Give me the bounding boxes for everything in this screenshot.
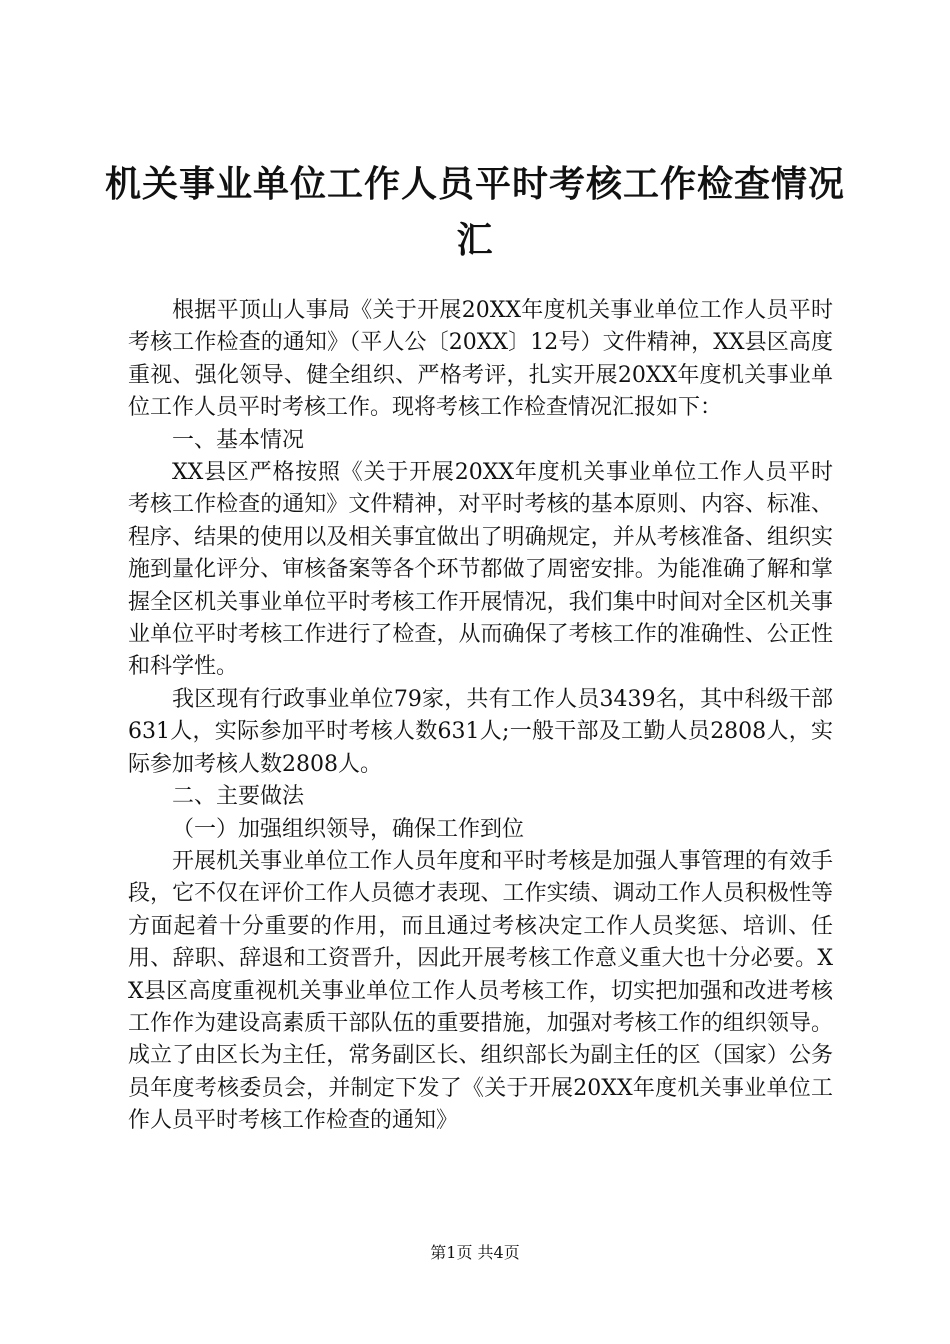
- subsection-heading-leadership: （一）加强组织领导，确保工作到位: [172, 816, 525, 842]
- statistics-paragraph: 我区现有行政事业单位79家，共有工作人员3439名，其中科级干部631人，实际参加平时考核人数631人;一般干部及工勤人员2808人，实际参加考核人数2808人。: [128, 686, 833, 777]
- document-body: [128, 295, 833, 1138]
- section-heading-basic-situation: 一、基本情况: [172, 427, 305, 453]
- leadership-paragraph: 开展机关事业单位工作人员年度和平时考核是加强人事管理的有效手段，它不仅在评价工作人员德才表现、工作实绩、调动工作人员积极性等方面起着十分重要的作用，而且通过考核决定工作人员奖惩、培训、任用、辞职、辞退和工资晋升，因此开展考核工作意义重大也十分必要。XX县区高度重视机关事业单位工作人员考核工作，切实把加强和改进考核工作作为建设高素质干部队伍的重要措施，加强对考核工作的组织领导。成立了由区长为主任，常务副区长、组织部长为副主任的区（国家）公务员年度考核委员会，并制定下发了《关于开展20XX年度机关事业单位工作人员平时考核工作检查的通知》: [128, 848, 833, 1134]
- page-footer: 第1页 共4页: [430, 1243, 520, 1262]
- section-heading-main-practices: 二、主要做法: [172, 784, 305, 810]
- document-title-line-1: 机关事业单位工作人员平时考核工作检查情况: [104, 163, 845, 205]
- basic-situation-paragraph: XX县区严格按照《关于开展20XX年度机关事业单位工作人员平时考核工作检查的通知》文件精神，对平时考核的基本原则、内容、标准、程序、结果的使用以及相关事宜做出了明确规定，并从考核准备、组织实施到量化评分、审核备案等各个环节都做了周密安排。为能准确了解和掌握全区机关事业单位平时考核工作开展情况，我们集中时间对全区机关事业单位平时考核工作进行了检查，从而确保了考核工作的准确性、公正性和科学性。: [128, 460, 833, 680]
- document-title-line-2: 汇: [456, 219, 494, 261]
- intro-paragraph: 根据平顶山人事局《关于开展20XX年度机关事业单位工作人员平时考核工作检查的通知》（平人公〔20XX〕12号）文件精神，XX县区高度重视、强化领导、健全组织、严格考评，扎实开展20XX年度机关事业单位工作人员平时考核工作。现将考核工作检查情况汇报如下：: [128, 298, 833, 421]
